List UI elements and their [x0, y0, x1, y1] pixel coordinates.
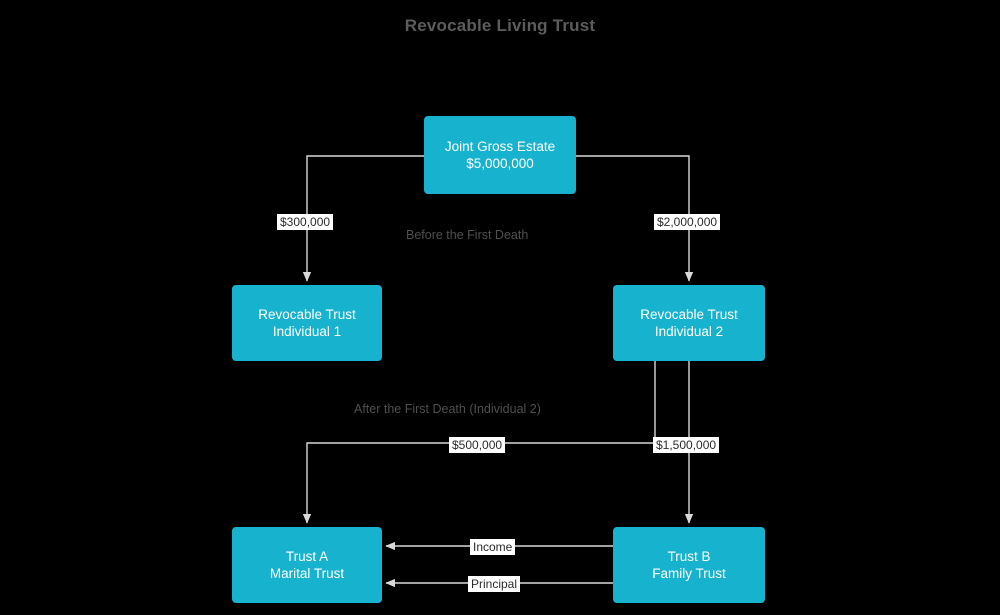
- node-trust-a-marital-trust[interactable]: [232, 527, 382, 603]
- node-joint-gross-estate-line1: Joint Gross Estate: [444, 139, 556, 154]
- edge-label-amount-2000000: $2,000,000: [654, 214, 720, 230]
- node-revocable-trust-individual-2-line1: Revocable Trust: [640, 307, 738, 322]
- node-trust-b-line1: Trust B: [667, 549, 711, 564]
- node-revocable-trust-individual-1-line2: Individual 1: [272, 324, 342, 339]
- node-revocable-trust-individual-1-line1: Revocable Trust: [258, 307, 356, 322]
- node-revocable-trust-individual-2[interactable]: [613, 285, 765, 361]
- node-trust-a-line2: Marital Trust: [269, 566, 345, 581]
- node-joint-gross-estate[interactable]: [424, 116, 576, 194]
- edge-label-amount-500000: $500,000: [449, 437, 505, 453]
- node-trust-b-line2: Family Trust: [652, 566, 726, 581]
- edge-label-amount-1500000: $1,500,000: [653, 437, 719, 453]
- phase-label-after-first-death: After the First Death (Individual 2): [354, 402, 541, 416]
- edge-label-amount-300000: $300,000: [277, 214, 333, 230]
- edge-label-principal: Principal: [468, 576, 520, 592]
- phase-label-before-first-death: Before the First Death: [406, 228, 529, 242]
- node-revocable-trust-individual-2-line2: Individual 2: [654, 324, 724, 339]
- edge-label-income: Income: [470, 539, 515, 555]
- node-joint-gross-estate-line2: $5,000,000: [466, 156, 534, 171]
- node-revocable-trust-individual-1[interactable]: [232, 285, 382, 361]
- page-title: Revocable Living Trust: [404, 16, 596, 35]
- node-trust-a-line1: Trust A: [285, 549, 329, 564]
- node-trust-b-family-trust[interactable]: [613, 527, 765, 603]
